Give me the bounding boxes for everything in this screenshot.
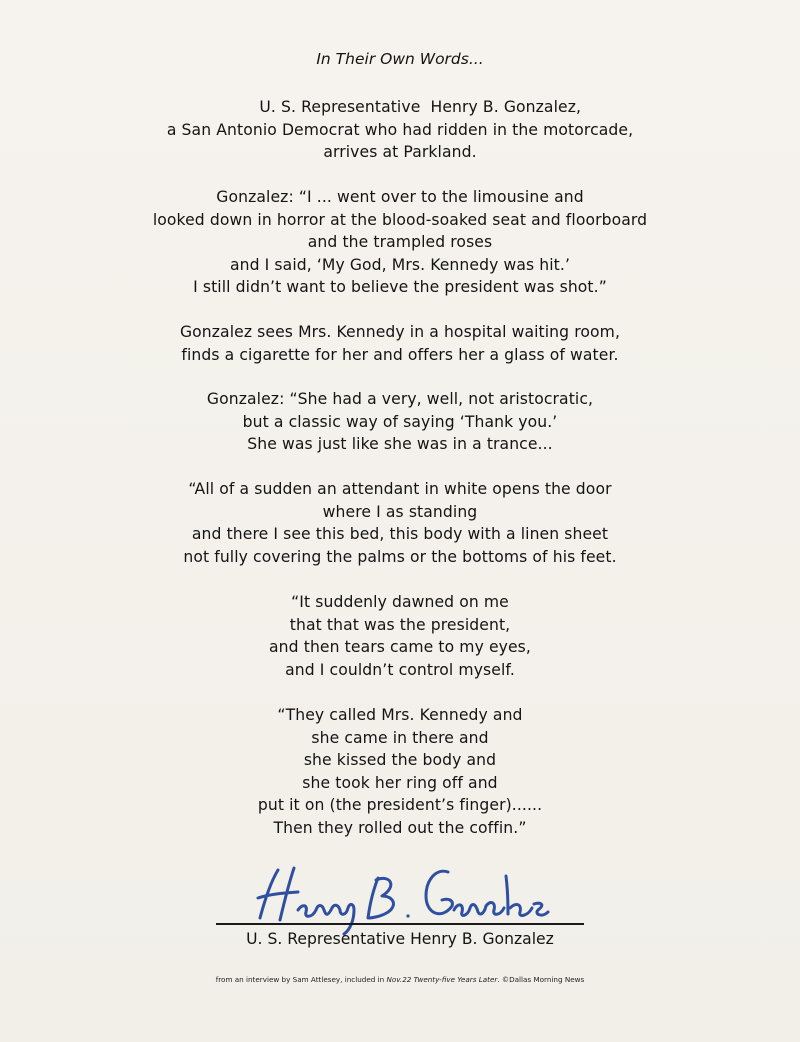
text-line: and then tears came to my eyes, [269, 638, 531, 656]
credit-book-title: Nov.22 Twenty-five Years Later [386, 975, 498, 984]
text-line: put it on (the president’s finger)...... [257, 796, 543, 814]
text-line: U. S. Representative Henry B. Gonzalez, [218, 98, 582, 116]
text-line: and there I see this bed, this body with a linen sheet [191, 525, 609, 543]
text-line: “All of a sudden an attendant in white opens the door [188, 480, 612, 498]
paragraph [0, 321, 800, 366]
paragraph [0, 96, 800, 164]
handwritten-signature [250, 858, 560, 938]
paragraph [0, 478, 800, 568]
text-line: Gonzalez sees Mrs. Kennedy in a hospital waiting room, [179, 323, 621, 341]
signature-line [216, 923, 584, 925]
text-line: that that was the president, [289, 615, 511, 634]
text-line: she kissed the body and [303, 751, 497, 769]
signature-caption: U. S. Representative Henry B. Gonzalez [246, 930, 554, 948]
text-line: she took her ring off and [302, 773, 498, 792]
text-line: looked down in horror at the blood-soaked seat and floorboard [152, 210, 648, 229]
text-line: She was just like she was in a trance... [247, 435, 553, 453]
text-line: Gonzalez: “I ... went over to the limousine and [216, 188, 584, 206]
text-line: and I couldn’t control myself. [285, 660, 515, 679]
paragraph [0, 591, 800, 681]
paragraph [0, 186, 800, 299]
text-line: finds a cigarette for her and offers her a glass of water. [181, 345, 619, 364]
source-credit [0, 975, 800, 984]
text-line: she came in there and [311, 728, 489, 747]
text-line: “It suddenly dawned on me [291, 593, 509, 611]
text-line: “They called Mrs. Kennedy and [277, 706, 523, 724]
paragraph [0, 704, 800, 839]
text-line: not fully covering the palms or the bottoms of his feet. [183, 547, 617, 566]
credit-suffix: . ©Dallas Morning News [497, 975, 585, 984]
credit-prefix: from an interview by Sam Attlesey, included in [215, 975, 387, 984]
text-line: and I said, ‘My God, Mrs. Kennedy was hit.’ [229, 255, 571, 274]
text-line: Then they rolled out the coffin.” [273, 818, 527, 837]
text-line: where I as standing [322, 502, 478, 521]
text-line: I still didn’t want to believe the president was shot.” [193, 278, 607, 296]
text-line: a San Antonio Democrat who had ridden in the motorcade, [166, 120, 634, 139]
text-line: and the trampled roses [307, 233, 493, 251]
text-line: Gonzalez: “She had a very, well, not aristocratic, [206, 390, 594, 408]
page-title: In Their Own Words... [316, 50, 484, 68]
paragraph [0, 388, 800, 456]
text-line: but a classic way of saying ‘Thank you.’ [242, 412, 558, 431]
text-line: arrives at Parkland. [323, 143, 477, 161]
